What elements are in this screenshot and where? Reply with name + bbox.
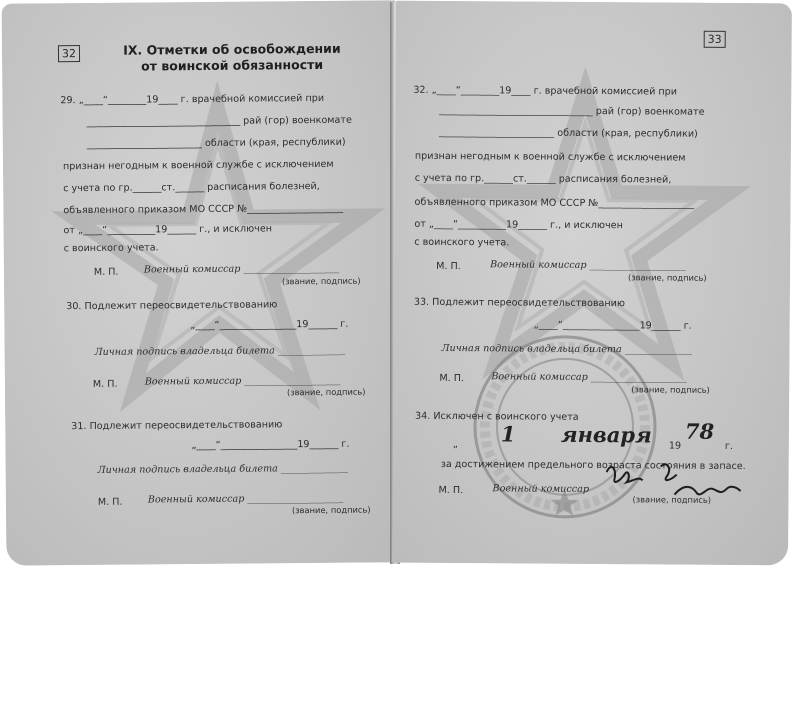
s32-stamp-place: М. П. (436, 260, 461, 273)
s30-owner-signature: Личная подпись владельца билета ______________ (94, 344, 346, 358)
s32-line-4: признан негодным к военной службе с исключением (414, 150, 686, 164)
s31-stamp-place: М. П. (97, 496, 123, 508)
s31-owner-signature: Личная подпись владельца билета ______________ (97, 462, 349, 476)
s34-handwritten-month: января (560, 421, 652, 448)
s33-commissar: Военный комиссар ____________________ (491, 371, 687, 384)
page-number: 32 (58, 45, 80, 62)
military-id-booklet (4, 2, 790, 564)
s31-line-1: 31. Подлежит переосвидетельствованию (71, 419, 283, 433)
heading-line-2: от воинской обязанности (141, 56, 324, 74)
s29-line-8: с воинского учета. (63, 242, 159, 255)
s32-line-3: ________________________ области (края, республики) (439, 126, 698, 140)
s29-stamp-place: М. П. (93, 266, 119, 278)
right-page (392, 1, 792, 566)
section-heading (112, 41, 352, 75)
s29-line-1: 29. „____“________19____ г. врачебной комиссией при (60, 92, 325, 107)
s29-commissar: Военный комиссар ____________________ (143, 262, 340, 276)
s29-rank-signature: (звание, подпись) (281, 275, 361, 287)
s34-year-prefix: 19 (668, 440, 682, 452)
s33-date: „____“________________19______ г. (533, 319, 692, 332)
s32-line-8: с воинского учета. (414, 236, 510, 249)
s31-date: „____“________________19______ г. (191, 438, 350, 452)
s32-line-2: ________________________________ рай (гор) военкомате (439, 104, 705, 118)
s34-handwritten-day: 1 (500, 421, 516, 447)
handwritten-signature (392, 1, 792, 566)
s32-line-7: от „____“__________19______ г., и исключен (414, 218, 623, 232)
s30-date: „____“________________19______ г. (190, 318, 349, 332)
s30-commissar: Военный комиссар ____________________ (144, 374, 341, 388)
s34-reason: за достижением предельного возраста состояния в запасе. (440, 458, 746, 473)
s30-stamp-place: М. П. (92, 378, 118, 390)
s30-line-1: 30. Подлежит переосвидетельствованию (66, 299, 278, 313)
s29-line-7: от „____“__________19______ г., и исключен (63, 223, 273, 237)
s34-year-suffix: г. (724, 440, 733, 452)
s32-line-1: 32. „____“________19____ г. врачебной комиссией при (413, 84, 678, 98)
page-number: 33 (704, 31, 726, 48)
s29-line-5: с учета по гр.______ст.______ расписания болезней, (63, 180, 320, 195)
heading-line-1: IX. Отметки об освобождении (123, 40, 341, 58)
s34-stamp-place: М. П. (438, 484, 464, 497)
s32-commissar: Военный комиссар ____________________ (490, 259, 686, 272)
s29-line-6: объявленного приказом МО СССР №____________________ (63, 202, 344, 217)
s33-line-1: 33. Подлежит переосвидетельствованию (413, 296, 625, 310)
s32-rank-signature: (звание, подпись) (628, 272, 707, 283)
s32-line-5: с учета по гр.______ст.______ расписания болезней, (414, 172, 672, 186)
s29-line-4: признан негодным к военной службе с исключением (62, 158, 334, 173)
s30-rank-signature: (звание, подпись) (286, 386, 366, 398)
s33-owner-signature: Личная подпись владельца билета ______________ (441, 342, 693, 356)
s33-stamp-place: М. П. (439, 372, 465, 385)
s34-date-quote: „ (452, 439, 458, 451)
s32-line-6: объявленного приказом МО СССР №____________________ (414, 196, 695, 210)
left-page (2, 0, 401, 565)
s34-commissar: Военный комиссар (492, 483, 590, 495)
s31-rank-signature: (звание, подпись) (291, 504, 371, 516)
s29-line-3: ________________________ области (края, республики) (86, 136, 346, 150)
s33-rank-signature: (звание, подпись) (631, 384, 710, 395)
s34-handwritten-year: 78 (684, 418, 715, 444)
s34-rank-signature: (звание, подпись) (632, 494, 712, 505)
s34-line-1: 34. Исключен с воинского учета (415, 410, 579, 423)
s31-commissar: Военный комиссар ____________________ (147, 492, 344, 506)
s29-line-2: ________________________________ рай (гор) военкомате (86, 114, 352, 128)
